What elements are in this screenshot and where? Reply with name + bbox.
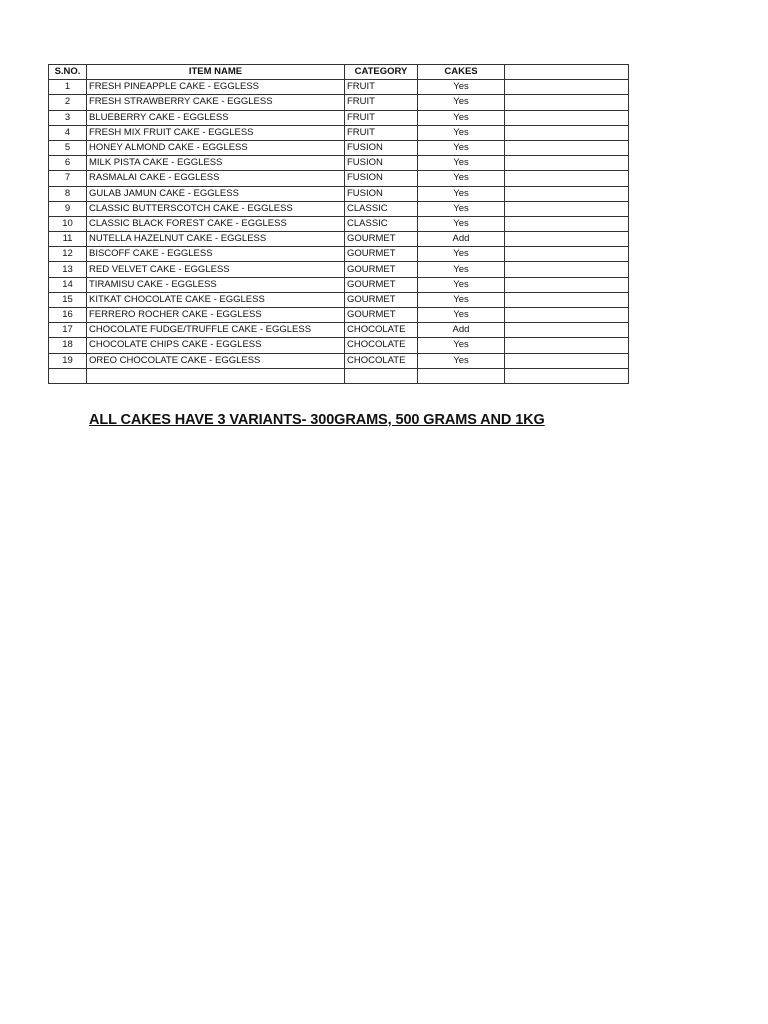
table-row (49, 156, 629, 171)
cell-item-name: GULAB JAMUN CAKE - EGGLESS (87, 186, 345, 201)
table-row (49, 201, 629, 216)
cell-item-name: OREO CHOCOLATE CAKE - EGGLESS (87, 353, 345, 368)
table-row (49, 125, 629, 140)
spreadsheet (48, 64, 629, 384)
cell-sno: 12 (49, 247, 87, 262)
cell-item-name: CHOCOLATE CHIPS CAKE - EGGLESS (87, 338, 345, 353)
cell-category: FRUIT (345, 110, 418, 125)
cell-category: FUSION (345, 156, 418, 171)
cell-item-name (87, 368, 345, 383)
table-row (49, 140, 629, 155)
table-row (49, 95, 629, 110)
cell-sno: 15 (49, 292, 87, 307)
cell-item-name: RASMALAI CAKE - EGGLESS (87, 171, 345, 186)
cake-table (48, 64, 629, 384)
cell-item-name: BISCOFF CAKE - EGGLESS (87, 247, 345, 262)
cell-item-name: TIRAMISU CAKE - EGGLESS (87, 277, 345, 292)
cell-sno (49, 368, 87, 383)
cell-sno: 5 (49, 140, 87, 155)
cell-sno: 6 (49, 156, 87, 171)
cell-extra (505, 156, 629, 171)
cell-sno: 9 (49, 201, 87, 216)
cell-cakes: Yes (418, 216, 505, 231)
cell-cakes: Yes (418, 125, 505, 140)
cell-extra (505, 201, 629, 216)
cell-cakes: Yes (418, 247, 505, 262)
cell-category: FUSION (345, 140, 418, 155)
cell-item-name: FRESH MIX FRUIT CAKE - EGGLESS (87, 125, 345, 140)
cell-item-name: FRESH STRAWBERRY CAKE - EGGLESS (87, 95, 345, 110)
table-row (49, 186, 629, 201)
cell-extra (505, 216, 629, 231)
header-cakes: CAKES (418, 65, 505, 80)
table-row (49, 216, 629, 231)
cell-category: GOURMET (345, 247, 418, 262)
cell-cakes: Yes (418, 292, 505, 307)
cell-extra (505, 308, 629, 323)
variants-note: ALL CAKES HAVE 3 VARIANTS- 300GRAMS, 500 GRAMS AND 1KG (89, 412, 545, 428)
cell-cakes: Yes (418, 277, 505, 292)
table-row (49, 308, 629, 323)
table-row (49, 338, 629, 353)
header-extra (505, 65, 629, 80)
cell-sno: 7 (49, 171, 87, 186)
cell-item-name: CLASSIC BUTTERSCOTCH CAKE - EGGLESS (87, 201, 345, 216)
cell-category: GOURMET (345, 292, 418, 307)
cell-category: CLASSIC (345, 201, 418, 216)
table-row (49, 323, 629, 338)
cell-cakes: Add (418, 232, 505, 247)
cell-item-name: CHOCOLATE FUDGE/TRUFFLE CAKE - EGGLESS (87, 323, 345, 338)
cell-cakes (418, 368, 505, 383)
cell-cakes: Yes (418, 156, 505, 171)
cell-extra (505, 95, 629, 110)
cell-category: FRUIT (345, 125, 418, 140)
cell-cakes: Yes (418, 201, 505, 216)
cell-cakes: Yes (418, 353, 505, 368)
cell-item-name: FERRERO ROCHER CAKE - EGGLESS (87, 308, 345, 323)
cell-extra (505, 140, 629, 155)
table-row (49, 277, 629, 292)
cell-extra (505, 80, 629, 95)
table-row (49, 80, 629, 95)
cell-item-name: RED VELVET CAKE - EGGLESS (87, 262, 345, 277)
cell-extra (505, 125, 629, 140)
cell-sno: 8 (49, 186, 87, 201)
header-item-name: ITEM NAME (87, 65, 345, 80)
cell-item-name: KITKAT CHOCOLATE CAKE - EGGLESS (87, 292, 345, 307)
cell-extra (505, 277, 629, 292)
header-category: CATEGORY (345, 65, 418, 80)
cell-category: GOURMET (345, 262, 418, 277)
cell-sno: 16 (49, 308, 87, 323)
cell-sno: 17 (49, 323, 87, 338)
cell-item-name: CLASSIC BLACK FOREST CAKE - EGGLESS (87, 216, 345, 231)
cell-item-name: HONEY ALMOND CAKE - EGGLESS (87, 140, 345, 155)
cell-category: CHOCOLATE (345, 338, 418, 353)
table-header-row (49, 65, 629, 80)
cell-cakes: Yes (418, 338, 505, 353)
cell-cakes: Yes (418, 186, 505, 201)
cell-cakes: Yes (418, 95, 505, 110)
cell-extra (505, 186, 629, 201)
cell-sno: 3 (49, 110, 87, 125)
cell-extra (505, 353, 629, 368)
cell-sno: 13 (49, 262, 87, 277)
cell-extra (505, 338, 629, 353)
cell-sno: 10 (49, 216, 87, 231)
cell-sno: 14 (49, 277, 87, 292)
table-row (49, 292, 629, 307)
table-row (49, 232, 629, 247)
cell-item-name: MILK PISTA CAKE - EGGLESS (87, 156, 345, 171)
cell-category: GOURMET (345, 277, 418, 292)
cell-extra (505, 232, 629, 247)
table-row (49, 368, 629, 383)
cell-category: CHOCOLATE (345, 353, 418, 368)
table-row (49, 171, 629, 186)
cell-cakes: Add (418, 323, 505, 338)
cell-cakes: Yes (418, 80, 505, 95)
cell-extra (505, 368, 629, 383)
cell-extra (505, 110, 629, 125)
cell-category: CHOCOLATE (345, 323, 418, 338)
cell-item-name: NUTELLA HAZELNUT CAKE - EGGLESS (87, 232, 345, 247)
cell-category: GOURMET (345, 308, 418, 323)
cell-cakes: Yes (418, 262, 505, 277)
cell-extra (505, 323, 629, 338)
table-row (49, 110, 629, 125)
cell-cakes: Yes (418, 110, 505, 125)
cell-sno: 1 (49, 80, 87, 95)
table-row (49, 262, 629, 277)
table-body (49, 80, 629, 384)
cell-item-name: BLUEBERRY CAKE - EGGLESS (87, 110, 345, 125)
cell-cakes: Yes (418, 140, 505, 155)
cell-category: FRUIT (345, 80, 418, 95)
table-row (49, 353, 629, 368)
cell-category: CLASSIC (345, 216, 418, 231)
header-sno: S.NO. (49, 65, 87, 80)
cell-category: FUSION (345, 186, 418, 201)
cell-sno: 18 (49, 338, 87, 353)
cell-cakes: Yes (418, 171, 505, 186)
cell-item-name: FRESH PINEAPPLE CAKE - EGGLESS (87, 80, 345, 95)
cell-category: GOURMET (345, 232, 418, 247)
cell-extra (505, 247, 629, 262)
cell-category (345, 368, 418, 383)
cell-cakes: Yes (418, 308, 505, 323)
cell-extra (505, 262, 629, 277)
table-row (49, 247, 629, 262)
cell-sno: 19 (49, 353, 87, 368)
cell-category: FRUIT (345, 95, 418, 110)
cell-extra (505, 292, 629, 307)
cell-sno: 11 (49, 232, 87, 247)
cell-sno: 4 (49, 125, 87, 140)
cell-category: FUSION (345, 171, 418, 186)
cell-extra (505, 171, 629, 186)
cell-sno: 2 (49, 95, 87, 110)
